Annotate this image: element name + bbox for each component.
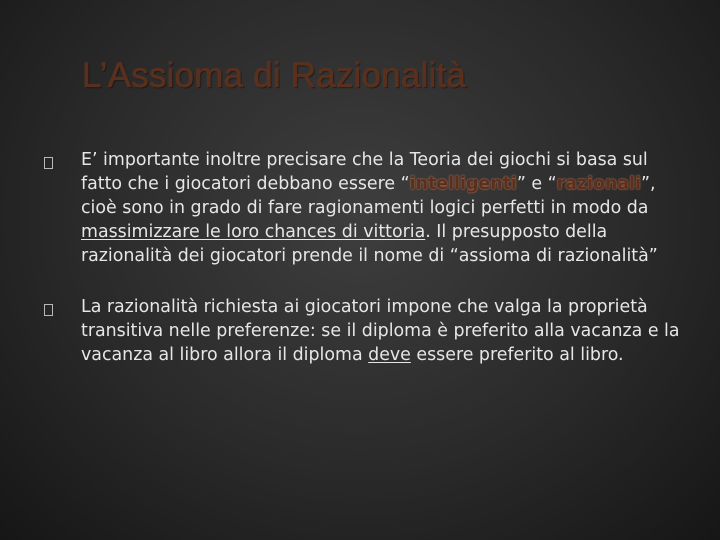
bullet-text-1 <box>81 148 684 268</box>
square-bullet-icon <box>44 304 53 316</box>
bullet-1-text-c: ”, cioè sono in grado di fare ragionamenti logici perfetti in modo da <box>81 174 656 218</box>
bullet-item-1 <box>44 148 684 268</box>
bullet-1-emphasis-intelligenti: intelligenti <box>409 174 517 194</box>
bullet-1-text-d: . Il presupposto della razionalità dei giocatori prende il nome di “assioma di razionalità” <box>81 222 658 266</box>
bullet-list <box>44 148 684 394</box>
slide-title: L’Assioma di Razionalità <box>82 56 467 95</box>
bullet-1-underlined-phrase: massimizzare le loro chances di vittoria <box>81 222 426 242</box>
bullet-1-text-a: E’ importante inoltre precisare che la Teoria dei giochi si basa sul fatto che i giocatori debbano essere “ <box>81 150 648 194</box>
bullet-2-text-b: essere preferito al libro. <box>410 345 624 365</box>
bullet-2-text-a: La razionalità richiesta ai giocatori impone che valga la proprietà transitiva nelle preferenze: se il diploma è preferito alla vacanza e la vacanza al libro allora il diploma <box>81 297 680 365</box>
bullet-item-2 <box>44 295 684 367</box>
bullet-2-underlined-deve: deve <box>368 345 411 365</box>
bullet-text-2 <box>81 295 684 367</box>
square-bullet-icon <box>44 157 53 169</box>
bullet-1-emphasis-razionali: razionali <box>556 174 642 194</box>
bullet-1-text-b: ” e “ <box>516 174 557 194</box>
